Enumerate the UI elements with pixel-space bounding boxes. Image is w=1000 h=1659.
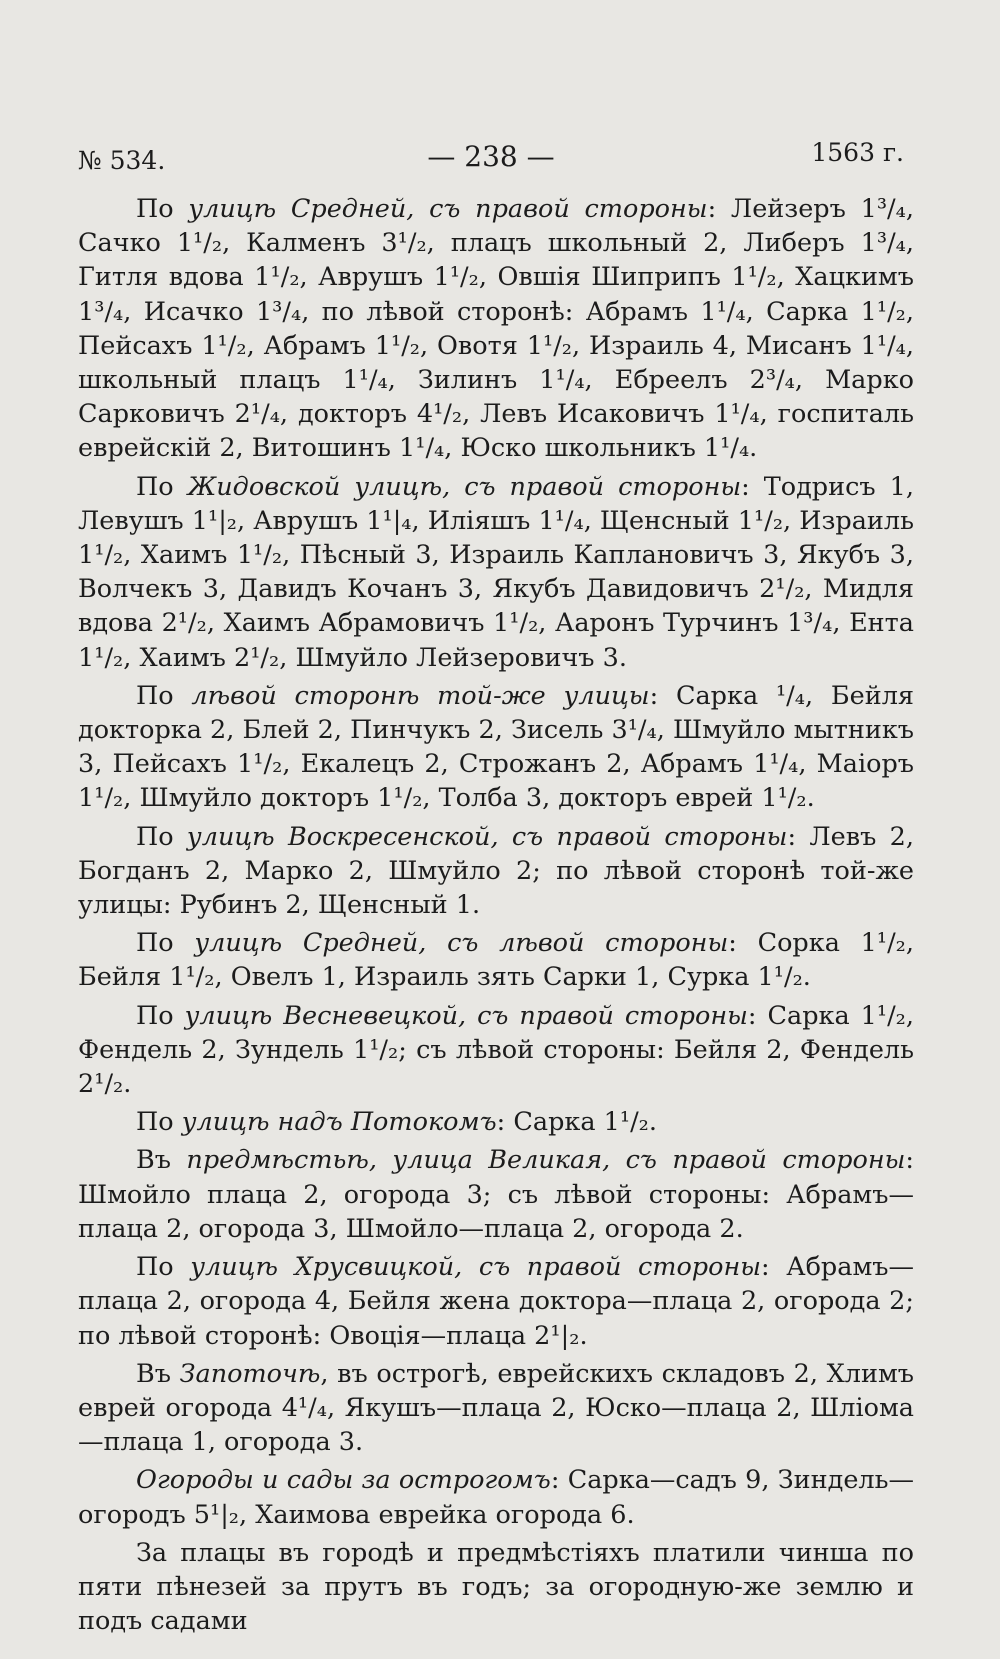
paragraph <box>78 470 914 675</box>
text-run: : Сорка 1¹/₂, Бейля 1¹/₂, Овелъ 1, Израиль зять Сарки 1, Сурка 1¹/₂. <box>78 928 914 993</box>
italic-heading-run: улицѣ Воскресенской, съ правой стороны <box>186 821 788 852</box>
text-run: По <box>136 821 187 852</box>
text-run: : Сарка ¹/₄, Бейля докторка 2, Блей 2, Пинчукъ 2, Зисель 3¹/₄, Шмуйло мытникъ 3, Пейсахъ 1¹/₂, Екалецъ 2, Строжанъ 2, Абрамъ 1¹/₄, Маіоръ 1¹/₂, Шмуйло докторъ 1¹/₂, Толба 3, докторъ еврей 1¹/₂. <box>78 680 914 814</box>
document-number: № 534. <box>78 146 166 175</box>
italic-heading-run: Огороды и сады за острогомъ <box>136 1465 551 1496</box>
italic-heading-run: улицѣ Весневецкой, съ правой стороны <box>184 1000 748 1031</box>
italic-heading-run: Запоточѣ <box>179 1358 321 1389</box>
text-run: По <box>136 928 195 959</box>
text-run: За плацы въ городѣ и предмѣстіяхъ платили чинша по пяти пѣнезей за прутъ въ годъ; за огородную-же землю и подъ садами <box>78 1537 914 1637</box>
paragraph <box>78 192 914 466</box>
paragraph <box>78 820 914 923</box>
page-header <box>78 138 904 178</box>
text-run: : Сарка 1¹/₂. <box>496 1107 658 1138</box>
text-run: По <box>136 680 192 711</box>
text-run: По <box>136 471 188 502</box>
italic-heading-run: улицѣ Средней, съ лѣвой стороны <box>194 928 729 959</box>
paragraph <box>78 1463 914 1531</box>
italic-heading-run: улицѣ Хрусвицкой, съ правой стороны <box>190 1252 762 1283</box>
paragraph <box>78 1143 914 1246</box>
text-run: По <box>136 1000 185 1031</box>
paragraph <box>78 1105 914 1139</box>
italic-heading-run: Жидовской улицѣ, съ правой стороны <box>187 471 742 502</box>
document-year: 1563 г. <box>811 138 904 167</box>
text-run: По <box>136 1252 191 1283</box>
italic-heading-run: лѣвой сторонѣ той-же улицы <box>191 680 650 711</box>
italic-heading-run: улицѣ Средней, съ правой стороны <box>188 194 708 224</box>
paragraph <box>78 1357 914 1460</box>
text-run: Въ <box>136 1145 187 1176</box>
italic-heading-run: предмѣстьѣ, улица Великая, съ правой стороны <box>186 1145 906 1176</box>
text-run: : Тодрисъ 1, Левушъ 1¹|₂, Аврушъ 1¹|₄, Иліяшъ 1¹/₄, Щенсный 1¹/₂, Израиль 1¹/₂, Хаимъ 1¹/₂, Пѣсный 3, Израиль Каплановичъ 3, Якубъ 3, Волчекъ 3, Давидъ Кочанъ 3, Якубъ Давидовичъ 2¹/₂, Мидля вдова 2¹/₂, Хаимъ Абрамовичъ 1¹/₂, Ааронъ Турчинъ 1³/₄, Ента 1¹/₂, Хаимъ 2¹/₂, Шмуйло Лейзеровичъ 3. <box>78 471 915 673</box>
paragraph <box>78 1536 914 1639</box>
paragraph <box>78 999 914 1102</box>
italic-heading-run: улицѣ надъ Потокомъ <box>181 1107 497 1138</box>
text-run: : Левъ 2, Богданъ 2, Марко 2, Шмуйло 2; по лѣвой сторонѣ той-же улицы: Рубинъ 2, Щенсный 1. <box>78 821 914 921</box>
text-run: , въ острогѣ, еврейскихъ складовъ 2, Хлимъ еврей огорода 4¹/₄, Якушъ—плаца 2, Юско—плаца 2, Шліома—плаца 1, огорода 3. <box>78 1358 915 1458</box>
text-run: : Шмойло плаца 2, огорода 3; съ лѣвой стороны: Абрамъ—плаца 2, огорода 3, Шмойло—плаца 2, огорода 2. <box>78 1145 915 1244</box>
text-run: : Сарка—садъ 9, Зиндель—огородъ 5¹|₂, Хаимова еврейка огорода 6. <box>78 1465 914 1530</box>
text-run: : Сарка 1¹/₂, Фендель 2, Зундель 1¹/₂; съ лѣвой стороны: Бейля 2, Фендель 2¹/₂. <box>78 1000 914 1100</box>
text-run: Въ <box>136 1358 180 1389</box>
document-body <box>78 192 914 1642</box>
text-run: : Абрамъ—плаца 2, огорода 4, Бейля жена доктора—плаца 2, огорода 2; по лѣвой сторонѣ: Овоція—плаца 2¹|₂. <box>78 1252 915 1351</box>
text-run: : Лейзеръ 1³/₄, Сачко 1¹/₂, Калменъ 3¹/₂, плацъ школьный 2, Либеръ 1³/₄, Гитля вдова 1¹/₂, Аврушъ 1¹/₂, Овшія Шиприпъ 1¹/₂, Хацкимъ 1³/₄, Исачко 1³/₄, по лѣвой сторонѣ: Абрамъ 1¹/₄, Сарка 1¹/₂, Пейсахъ 1¹/₂, Абрамъ 1¹/₂, Овотя 1¹/₂, Израиль 4, Мисанъ 1¹/₄, школьный плацъ 1¹/₄, Зилинъ 1¹/₄, Ебреелъ 2³/₄, Марко Сарковичъ 2¹/₄, докторъ 4¹/₂, Левъ Исаковичъ 1¹/₄, госпиталь еврейскій 2, Витошинъ 1¹/₄, Юско школьникъ 1¹/₄. <box>78 194 914 464</box>
paragraph <box>78 679 914 816</box>
text-run: По <box>136 194 189 224</box>
page-number: — 238 — <box>427 140 555 173</box>
text-run: По <box>136 1107 182 1138</box>
paragraph <box>78 926 914 994</box>
paragraph <box>78 1250 914 1353</box>
